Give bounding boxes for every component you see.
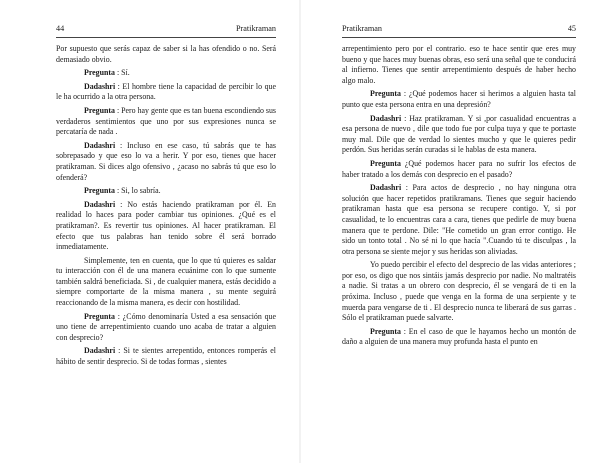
paragraph: Pregunta : Pero hay gente que es tan buena escondiendo sus verdaderos sentimientos que uno por sus expresiones nunca se percataría de nada . — [56, 105, 276, 137]
paragraph: Pregunta : Sí. — [84, 68, 130, 78]
right-page — [300, 0, 600, 463]
page-number: 45 — [567, 24, 576, 33]
paragraph: Dadashri : Haz pratikraman. Y si ,por casualidad encuentras a esa persona de nuevo , dile que todo fue por culpa tuya y que te portaste muy mal. Dile que de verdad lo sientes mucho y que le quieres pedir perdón. Sus heridas serán curadas si le hablas de esta manera. — [342, 113, 576, 155]
paragraph: Pregunta : Si, lo sabría. — [84, 186, 161, 196]
paragraph: Dadashri : Si te sientes arrepentido, entonces romperás el hábito de sentir desprecio. Si de todas formas , sientes — [56, 346, 276, 367]
right-page-text — [342, 44, 576, 348]
paragraph: Dadashri : El hombre tiene la capacidad de percibir lo que le ha ocurrido a la otra persona. — [56, 81, 276, 102]
speaker-label: Dadashri — [84, 140, 116, 150]
paragraph: Dadashri : Incluso en ese caso, tú sabrás que te has sobrepasado y que eso lo va a herir. Y por eso, tienes que hacer pratikraman. Si dices algo ofensivo , ¿acaso no sabrás tú que eso lo ofenderá? — [56, 140, 276, 182]
speaker-label: Pregunta — [84, 186, 115, 196]
header-rule — [342, 37, 576, 38]
page-number: 44 — [56, 24, 65, 33]
speaker-label: Pregunta — [370, 326, 401, 336]
header-rule — [56, 37, 276, 38]
paragraph: Yo puedo percibir el efecto del desprecio de las vidas anteriores ; por eso, os digo que nos sintáis jamás desprecio por nadie. No maltratéis a nadie. Si tratas a un obrero con desprecio, él se vengará de ti en la próxima. Incluso , puede que venga en la forma de una serpiente y te muerda para vengarse de ti . El desprecio nunca te liberará de sus garras . Sólo el pratikraman puede salvarte. — [342, 260, 576, 323]
paragraph: Pregunta ¿Qué podemos hacer para no sufrir los efectos de haber tratado a los demás con desprecio en el pasado? — [342, 158, 576, 179]
speaker-label: Pregunta — [84, 311, 115, 321]
left-page-header — [56, 24, 276, 35]
speaker-label: Dadashri — [84, 81, 116, 91]
paragraph: Pregunta : ¿Cómo denominaría Usted a esa sensación que uno tiene de arrepentimiento cuando uno acaba de tratar a alguien con desprecio? — [56, 311, 276, 342]
speaker-label: Pregunta — [370, 158, 401, 168]
running-title: Pratikraman — [342, 24, 383, 33]
paragraph: Por supuesto que serás capaz de saber si la has ofendido o no. Será demasiado obvio. — [56, 44, 276, 64]
paragraph: Pregunta : En el caso de que le hayamos hecho un montón de daño a alguien de una manera muy profunda hasta el punto en — [342, 326, 576, 347]
running-title: Pratikraman — [235, 24, 276, 33]
speaker-label: Dadashri — [370, 183, 402, 193]
speaker-label: Dadashri — [84, 199, 116, 209]
speaker-label: Dadashri — [370, 113, 402, 123]
paragraph: Pregunta : ¿Qué podemos hacer si herimos a alguien hasta tal punto que esta persona entra en una depresión? — [342, 89, 576, 109]
speaker-label: Pregunta — [84, 105, 115, 115]
speaker-label: Pregunta — [84, 68, 115, 78]
paragraph: Simplemente, ten en cuenta, que lo que tú quieres es saldar tu interacción con él de una manera ecuánime con lo que sumente también saldrá beneficiada. Si , de cualquier manera, estás decidido a siempre comportarte de la misma manera , su mente seguirá reaccionando de la misma manera, es decir con hostilidad. — [56, 255, 276, 308]
paragraph: Dadashri : No estás haciendo pratikraman por él. En realidad lo haces para poder cambiar tus opiniones. ¿Qué es el pratikraman?. Es revertir tus opiniones. Al hacer pratikraman. El efecto que tus palabras han tenido sobre él será borrado inmediatamente. — [56, 199, 276, 252]
paragraph: arrepentimiento pero por el contrario. eso te hace sentir que eres muy bueno y que haces muy buenas obras, eso será una señal que te conducirá al infierno. Tienes que sentir arrepentimiento después de haber hecho algo malo. — [342, 44, 576, 85]
speaker-label: Pregunta — [370, 89, 401, 99]
right-page-header — [342, 24, 576, 35]
paragraph: Dadashri : Para actos de desprecio , no hay ninguna otra solución que hacer repetidos pratikramans. Tienes que seguir haciendo pratikraman hasta que esa persona se recupere contigo. Y, si por casualidad, te lo encuentras cara a cara, tienes que pedirle de muy buena manera que te perdone. Dile: "He cometido un gran error contigo. He sido un tonto total . No sé ni lo que hacía ".Cuando tú te disculpas , la otra persona se siente mejor y sus heridas son aliviadas. — [342, 183, 576, 256]
speaker-label: Dadashri — [84, 346, 116, 356]
left-page-text — [56, 44, 276, 368]
